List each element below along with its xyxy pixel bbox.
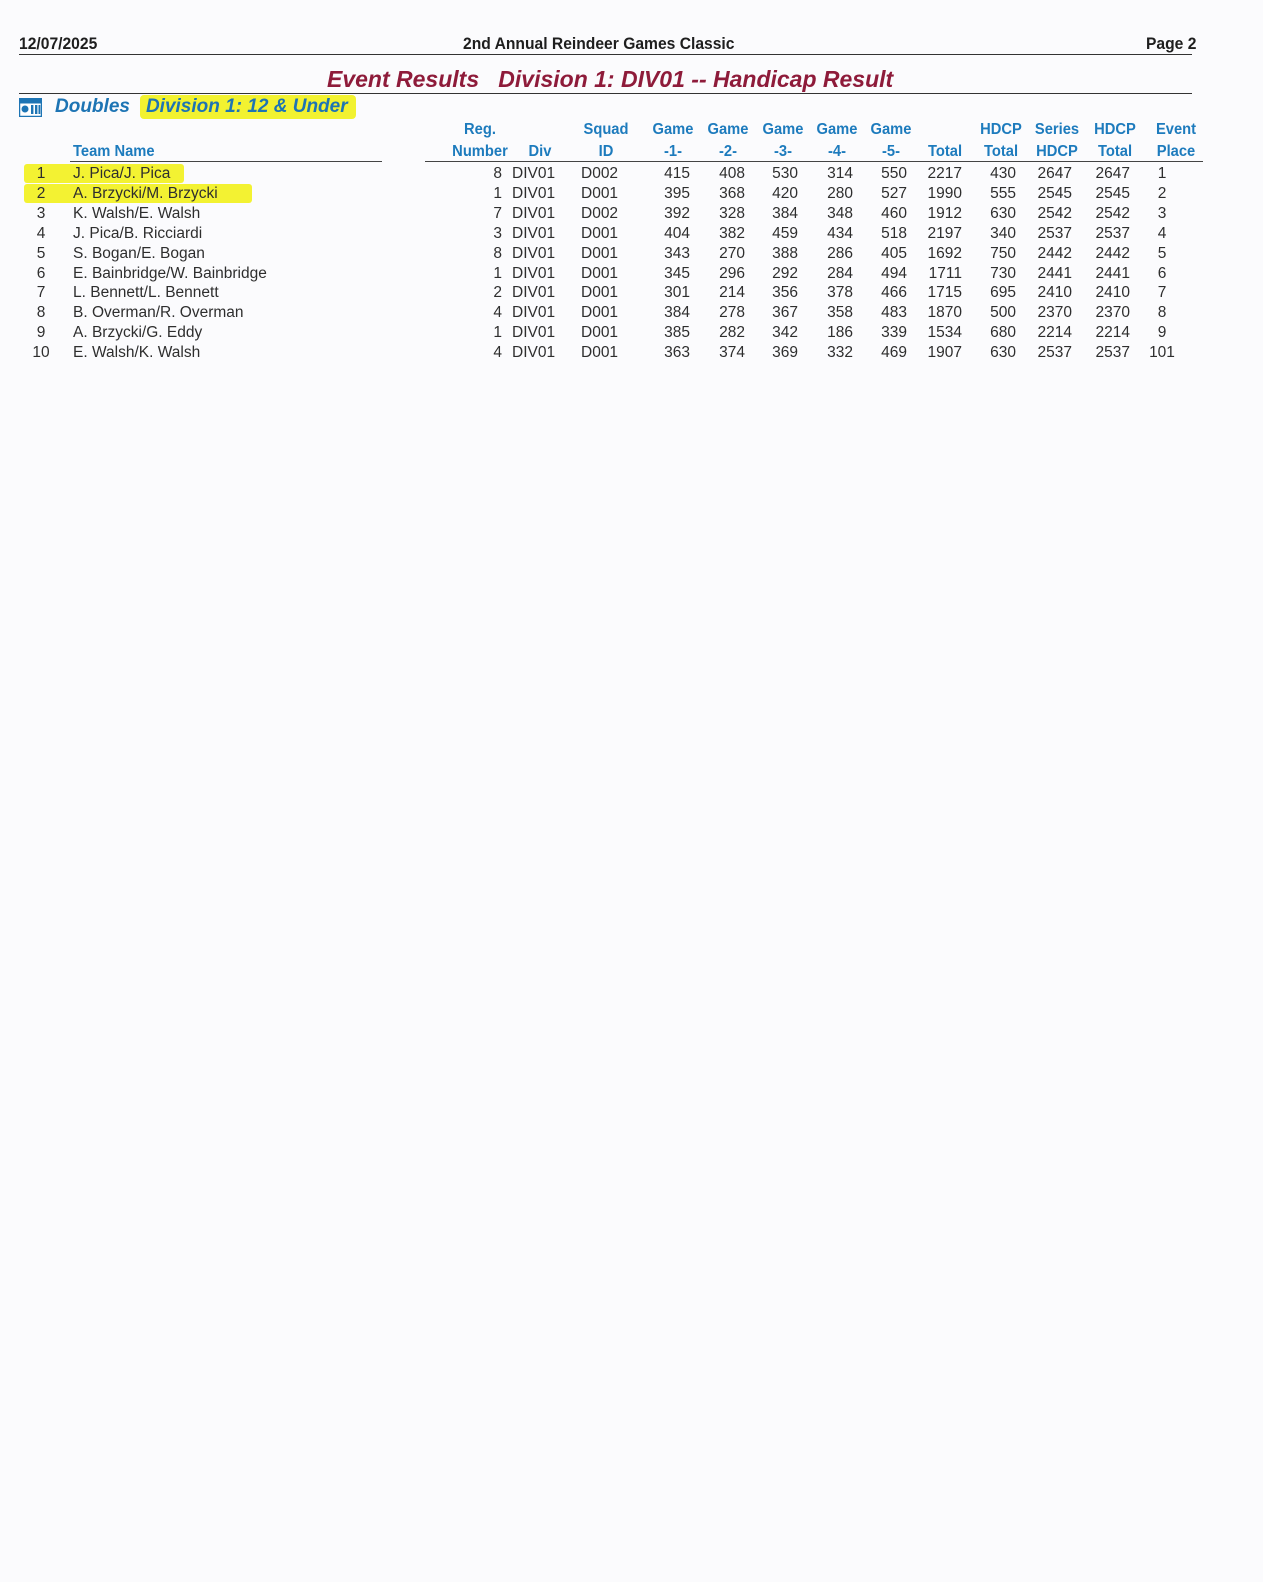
cell-g2: 382 bbox=[719, 224, 745, 242]
cell-reg: 7 bbox=[493, 204, 502, 222]
cell-g5: 466 bbox=[881, 284, 907, 302]
cell-g3: 342 bbox=[772, 324, 798, 342]
col-g4-bottom: -4- bbox=[828, 143, 846, 160]
cell-squad: D001 bbox=[581, 224, 619, 242]
page-number: Page 2 bbox=[1146, 34, 1197, 53]
cell-series: 2542 bbox=[1037, 204, 1072, 222]
cell-team: A. Brzycki/G. Eddy bbox=[73, 324, 203, 342]
cell-g4: 314 bbox=[827, 165, 853, 182]
cell-g1: 363 bbox=[664, 344, 690, 362]
cell-place: 9 bbox=[1157, 324, 1167, 342]
cell-place: 101 bbox=[1149, 344, 1175, 362]
cell-g3: 420 bbox=[772, 184, 798, 202]
table-row bbox=[0, 303, 1263, 323]
cell-hdcp-total: 2370 bbox=[1095, 304, 1130, 322]
cell-g4: 434 bbox=[827, 224, 853, 242]
cell-rank: 9 bbox=[36, 324, 46, 342]
col-reg-top: Reg. bbox=[464, 121, 496, 138]
cell-total: 1870 bbox=[927, 304, 962, 322]
cell-reg: 2 bbox=[493, 284, 502, 302]
cell-g4: 186 bbox=[827, 324, 853, 342]
cell-g1: 385 bbox=[664, 324, 690, 342]
cell-hdcp: 340 bbox=[990, 224, 1016, 242]
cell-g1: 415 bbox=[664, 165, 690, 182]
table-row bbox=[0, 224, 1263, 244]
cell-series: 2441 bbox=[1037, 264, 1072, 282]
col-g2-bottom: -2- bbox=[719, 143, 737, 160]
cell-g2: 214 bbox=[719, 284, 745, 302]
cell-total: 1692 bbox=[927, 244, 962, 262]
cell-place: 8 bbox=[1157, 304, 1167, 322]
cell-hdcp: 695 bbox=[990, 284, 1016, 302]
cell-div: DIV01 bbox=[512, 324, 556, 342]
cell-g2: 270 bbox=[719, 244, 745, 262]
cell-g5: 550 bbox=[881, 165, 907, 182]
cell-g3: 459 bbox=[772, 224, 798, 242]
cell-series: 2545 bbox=[1037, 184, 1072, 202]
cell-total: 1711 bbox=[928, 264, 962, 282]
cell-g3: 369 bbox=[772, 344, 798, 362]
report-date: 12/07/2025 bbox=[19, 34, 98, 53]
cell-rank: 10 bbox=[32, 344, 50, 362]
cell-series: 2647 bbox=[1037, 165, 1072, 182]
cell-squad: D001 bbox=[581, 244, 619, 262]
cell-series: 2537 bbox=[1037, 224, 1072, 242]
cell-squad: D001 bbox=[581, 324, 619, 342]
cell-g4: 348 bbox=[827, 204, 853, 222]
header-rule bbox=[19, 54, 1192, 55]
col-squad-bottom: ID bbox=[598, 143, 614, 160]
bowling-icon bbox=[19, 98, 42, 117]
cell-team: K. Walsh/E. Walsh bbox=[73, 204, 201, 222]
table-row bbox=[0, 323, 1263, 343]
cell-g1: 345 bbox=[664, 264, 690, 282]
cell-squad: D002 bbox=[581, 165, 619, 182]
cell-g1: 384 bbox=[664, 304, 690, 322]
cell-total: 1990 bbox=[927, 184, 962, 202]
cell-squad: D001 bbox=[581, 344, 619, 362]
col-total: Total bbox=[927, 143, 963, 160]
table-row bbox=[0, 164, 1263, 184]
section-heading bbox=[19, 95, 356, 119]
cell-hdcp-total: 2545 bbox=[1095, 184, 1130, 202]
cell-reg: 4 bbox=[493, 344, 502, 362]
cell-g5: 527 bbox=[881, 184, 907, 202]
cell-place: 3 bbox=[1157, 204, 1167, 222]
cell-div: DIV01 bbox=[512, 284, 556, 302]
cell-place: 6 bbox=[1157, 264, 1167, 282]
cell-total: 1912 bbox=[927, 204, 962, 222]
cell-reg: 3 bbox=[493, 224, 502, 242]
cell-g2: 282 bbox=[719, 324, 745, 342]
cell-div: DIV01 bbox=[512, 304, 556, 322]
cell-g1: 301 bbox=[664, 284, 690, 302]
cell-g3: 388 bbox=[772, 244, 798, 262]
cell-rank: 1 bbox=[36, 165, 46, 182]
cell-g1: 343 bbox=[664, 244, 690, 262]
cell-g2: 278 bbox=[719, 304, 745, 322]
cell-g5: 494 bbox=[881, 264, 907, 282]
cell-team: E. Walsh/K. Walsh bbox=[73, 344, 201, 362]
col-reg-bottom: Number bbox=[452, 143, 508, 160]
stats-header-rule bbox=[425, 161, 1203, 162]
cell-div: DIV01 bbox=[512, 344, 556, 362]
cell-total: 1715 bbox=[927, 284, 962, 302]
cell-squad: D001 bbox=[581, 184, 619, 202]
cell-place: 1 bbox=[1157, 165, 1167, 182]
col-g4-top: Game bbox=[816, 121, 858, 138]
cell-series: 2537 bbox=[1037, 344, 1072, 362]
col-hdcp-top: HDCP bbox=[980, 121, 1022, 138]
cell-g5: 460 bbox=[881, 204, 907, 222]
cell-g5: 339 bbox=[881, 324, 907, 342]
cell-rank: 6 bbox=[36, 264, 46, 282]
cell-g4: 286 bbox=[827, 244, 853, 262]
cell-g2: 368 bbox=[719, 184, 745, 202]
cell-rank: 8 bbox=[36, 304, 46, 322]
cell-g2: 328 bbox=[719, 204, 745, 222]
cell-hdcp: 680 bbox=[990, 324, 1016, 342]
cell-g2: 408 bbox=[719, 165, 745, 182]
col-hdcp-bottom: Total bbox=[983, 143, 1019, 160]
cell-place: 5 bbox=[1157, 244, 1167, 262]
cell-total: 1907 bbox=[927, 344, 962, 362]
event-title: Event Results Division 1: DIV01 -- Handicap Result bbox=[327, 66, 894, 92]
cell-squad: D001 bbox=[581, 304, 619, 322]
cell-div: DIV01 bbox=[512, 184, 556, 202]
table-row bbox=[0, 244, 1263, 264]
cell-hdcp-total: 2537 bbox=[1095, 224, 1130, 242]
cell-reg: 1 bbox=[493, 324, 502, 342]
cell-team: J. Pica/J. Pica bbox=[73, 165, 171, 182]
cell-hdcp: 730 bbox=[990, 264, 1016, 282]
team-header-rule bbox=[70, 161, 382, 162]
cell-hdcp: 500 bbox=[990, 304, 1016, 322]
cell-div: DIV01 bbox=[512, 244, 556, 262]
col-series-top: Series bbox=[1034, 121, 1080, 138]
cell-hdcp: 750 bbox=[990, 244, 1016, 262]
cell-g1: 395 bbox=[664, 184, 690, 202]
col-team-name: Team Name bbox=[73, 143, 155, 160]
cell-place: 7 bbox=[1157, 284, 1167, 302]
col-hdcp2-top: HDCP bbox=[1094, 121, 1136, 138]
cell-squad: D002 bbox=[581, 204, 619, 222]
col-g2-top: Game bbox=[707, 121, 749, 138]
cell-rank: 7 bbox=[36, 284, 46, 302]
cell-reg: 8 bbox=[493, 244, 502, 262]
cell-squad: D001 bbox=[581, 264, 619, 282]
col-div: Div bbox=[528, 143, 552, 160]
cell-team: L. Bennett/L. Bennett bbox=[73, 284, 219, 302]
cell-team: B. Overman/R. Overman bbox=[73, 304, 244, 322]
cell-reg: 1 bbox=[493, 264, 502, 282]
cell-g5: 469 bbox=[881, 344, 907, 362]
cell-div: DIV01 bbox=[512, 224, 556, 242]
section-type: Doubles bbox=[55, 96, 130, 117]
cell-hdcp: 630 bbox=[990, 204, 1016, 222]
cell-team: S. Bogan/E. Bogan bbox=[73, 244, 205, 262]
cell-g1: 392 bbox=[664, 204, 690, 222]
cell-g5: 518 bbox=[881, 224, 907, 242]
table-row bbox=[0, 204, 1263, 224]
section-division: Division 1: 12 & Under bbox=[140, 95, 356, 119]
cell-squad: D001 bbox=[581, 284, 619, 302]
cell-g5: 483 bbox=[881, 304, 907, 322]
cell-reg: 1 bbox=[493, 184, 502, 202]
cell-hdcp-total: 2410 bbox=[1095, 284, 1130, 302]
cell-g3: 356 bbox=[772, 284, 798, 302]
col-g3-top: Game bbox=[762, 121, 804, 138]
col-g5-bottom: -5- bbox=[882, 143, 900, 160]
cell-g3: 367 bbox=[772, 304, 798, 322]
cell-series: 2410 bbox=[1037, 284, 1072, 302]
col-g5-top: Game bbox=[870, 121, 912, 138]
cell-total: 2217 bbox=[927, 165, 962, 182]
col-g3-bottom: -3- bbox=[774, 143, 792, 160]
cell-hdcp-total: 2214 bbox=[1095, 324, 1130, 342]
cell-g4: 284 bbox=[827, 264, 853, 282]
cell-series: 2442 bbox=[1037, 244, 1072, 262]
cell-team: E. Bainbridge/W. Bainbridge bbox=[73, 264, 267, 282]
col-event-top: Event bbox=[1155, 121, 1197, 138]
cell-rank: 2 bbox=[36, 184, 46, 202]
cell-rank: 3 bbox=[36, 204, 46, 222]
table-row bbox=[0, 184, 1263, 204]
col-g1-bottom: -1- bbox=[664, 143, 682, 160]
cell-hdcp-total: 2442 bbox=[1095, 244, 1130, 262]
cell-reg: 8 bbox=[493, 165, 502, 182]
report-title: 2nd Annual Reindeer Games Classic bbox=[463, 34, 735, 53]
cell-total: 2197 bbox=[927, 224, 962, 242]
cell-hdcp-total: 2537 bbox=[1095, 344, 1130, 362]
cell-hdcp-total: 2647 bbox=[1095, 165, 1130, 182]
cell-team: J. Pica/B. Ricciardi bbox=[73, 224, 203, 242]
cell-g5: 405 bbox=[881, 244, 907, 262]
cell-hdcp: 630 bbox=[990, 344, 1016, 362]
cell-team: A. Brzycki/M. Brzycki bbox=[73, 184, 218, 202]
cell-place: 2 bbox=[1157, 184, 1167, 202]
table-row bbox=[0, 264, 1263, 284]
cell-place: 4 bbox=[1157, 224, 1167, 242]
cell-hdcp: 430 bbox=[990, 165, 1016, 182]
cell-series: 2214 bbox=[1037, 324, 1072, 342]
cell-div: DIV01 bbox=[512, 165, 556, 182]
title-rule bbox=[19, 93, 1192, 94]
table-row bbox=[0, 283, 1263, 303]
cell-g4: 378 bbox=[827, 284, 853, 302]
col-g1-top: Game bbox=[652, 121, 694, 138]
cell-g4: 332 bbox=[827, 344, 853, 362]
cell-g3: 384 bbox=[772, 204, 798, 222]
cell-g1: 404 bbox=[664, 224, 690, 242]
col-hdcp2-bottom: Total bbox=[1097, 143, 1133, 160]
cell-rank: 5 bbox=[36, 244, 46, 262]
cell-g2: 374 bbox=[719, 344, 745, 362]
cell-reg: 4 bbox=[493, 304, 502, 322]
cell-hdcp-total: 2441 bbox=[1095, 264, 1130, 282]
cell-g4: 358 bbox=[827, 304, 853, 322]
cell-g2: 296 bbox=[719, 264, 745, 282]
cell-total: 1534 bbox=[927, 324, 962, 342]
col-event-bottom: Place bbox=[1156, 143, 1196, 160]
cell-div: DIV01 bbox=[512, 264, 556, 282]
table-row bbox=[0, 343, 1263, 363]
cell-hdcp-total: 2542 bbox=[1095, 204, 1130, 222]
col-series-bottom: HDCP bbox=[1036, 143, 1078, 160]
cell-hdcp: 555 bbox=[990, 184, 1016, 202]
cell-g4: 280 bbox=[827, 184, 853, 202]
cell-g3: 530 bbox=[772, 165, 798, 182]
cell-div: DIV01 bbox=[512, 204, 556, 222]
cell-rank: 4 bbox=[36, 224, 46, 242]
cell-series: 2370 bbox=[1037, 304, 1072, 322]
col-squad-top: Squad bbox=[583, 121, 629, 138]
cell-g3: 292 bbox=[772, 264, 798, 282]
